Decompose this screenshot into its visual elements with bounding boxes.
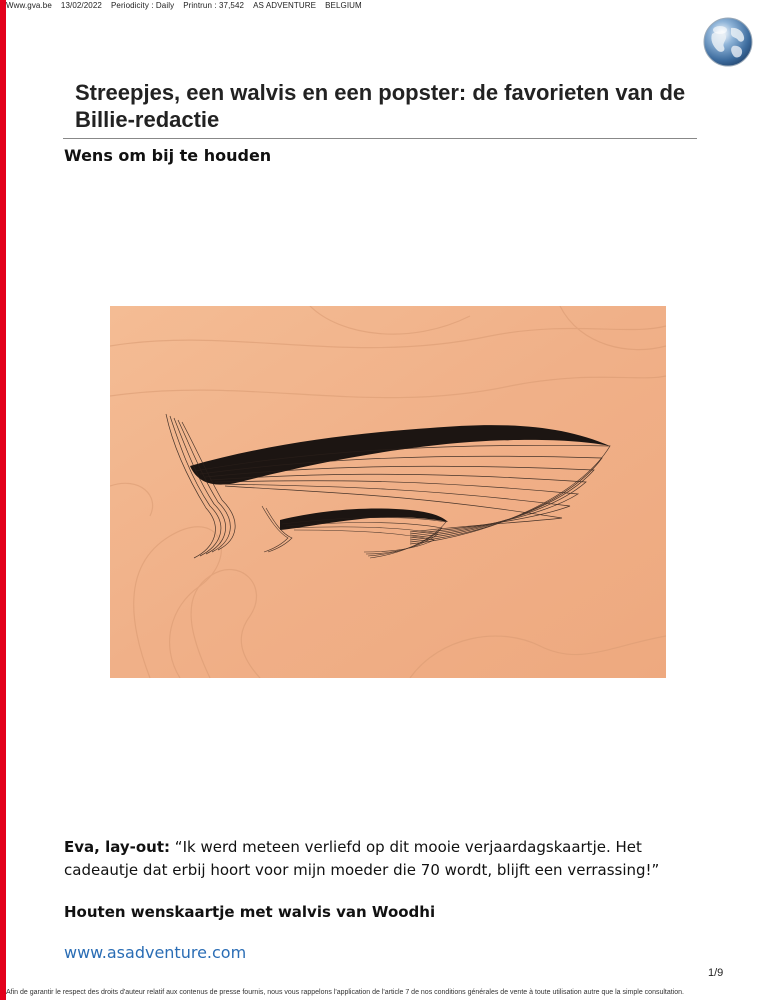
meta-periodicity: Periodicity : Daily [110,1,175,10]
quote-paragraph [64,836,714,882]
meta-country: BELGIUM [325,1,362,10]
quote-author: Eva, lay-out: [64,838,171,856]
press-meta-bar [6,1,371,10]
meta-printrun: Printrun : 37,542 [183,1,245,10]
wooden-whale-card-photo [110,306,666,678]
product-caption: Houten wenskaartje met walvis van Woodhi [64,903,436,921]
meta-date: 13/02/2022 [60,1,102,10]
copyright-footer: Afin de garantir le respect des droits d'auteur relatif aux contenus de presse fournis, nous vous rappelons l'application de l'article 7 de nos conditions générales de vente à toute utilisation autre que la simple consultation. [6,989,684,996]
wood-card-illustration [110,306,666,678]
globe-icon [702,16,754,68]
article-headline: Streepjes, een walvis en een popster: de favorieten van de Billie-redactie [75,80,686,132]
page-number: 1/9 [708,967,724,979]
left-accent-bar [0,0,6,1000]
meta-source: Www.gva.be [6,1,52,10]
headline-divider [63,138,697,139]
section-title: Wens om bij te houden [64,146,272,165]
quote-text: “Ik werd meteen verliefd op dit mooie verjaardagskaartje. Het cadeautje dat erbij hoort voor mijn moeder die 70 wordt, blijft een verrassing!” [64,838,660,879]
meta-client: AS ADVENTURE [253,1,317,10]
shop-link[interactable]: www.asadventure.com [64,943,247,962]
